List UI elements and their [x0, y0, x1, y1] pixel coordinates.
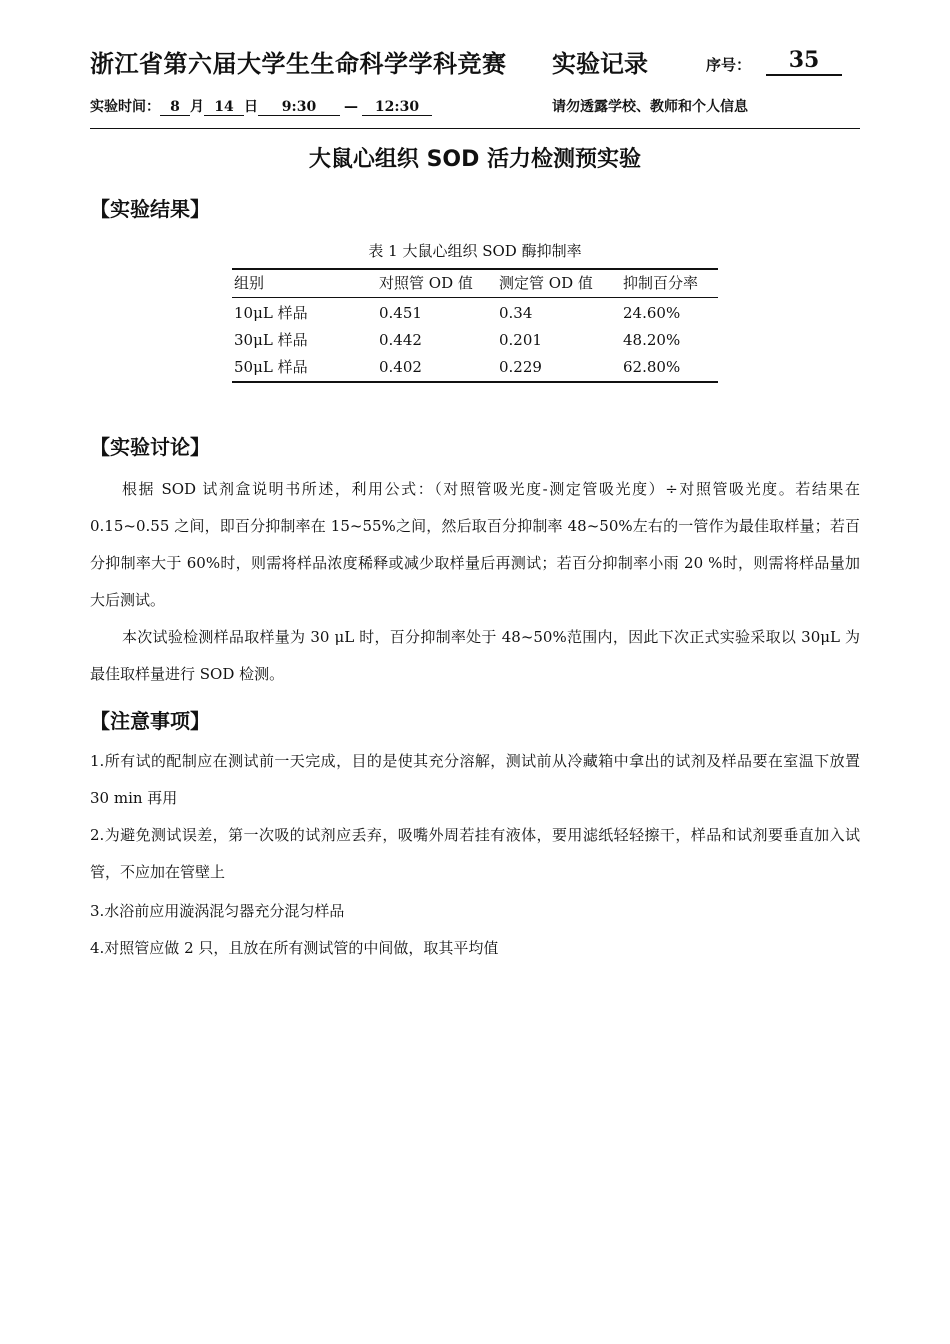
table-cell: 30μL 样品	[234, 331, 308, 349]
sequence-label: 序号：	[706, 56, 752, 74]
table-cell: 0.229	[499, 358, 542, 376]
sequence-number: 35	[766, 46, 842, 76]
table-caption: 表 1 大鼠心组织 SOD 酶抑制率	[368, 242, 582, 260]
col-header-test-od: 测定管 OD 值	[499, 274, 593, 292]
table-cell: 24.60%	[623, 304, 681, 322]
time-label: 实验时间：	[90, 99, 160, 115]
note-item-3: 3.水浴前应用漩涡混匀器充分混匀样品	[90, 902, 345, 920]
table-cell: 0.442	[379, 331, 422, 349]
discussion-paragraph-2: 本次试验检测样品取样量为 30 μL 时，百分抑制率处于 48~50%范围内，因此下次正式实验采取以 30μL 为最佳取样量进行 SOD 检测。	[90, 628, 860, 683]
table-row	[232, 298, 718, 328]
time-month: 8	[160, 99, 190, 116]
time-end: 12:30	[362, 99, 432, 116]
table-header-row	[232, 269, 718, 298]
table-cell: 10μL 样品	[234, 304, 308, 322]
table-row	[232, 354, 718, 382]
col-header-inhibition: 抑制百分率	[623, 274, 699, 292]
day-unit: 日	[244, 99, 258, 115]
discussion-paragraph-1: 根据 SOD 试剂盒说明书所述，利用公式：（对照管吸光度-测定管吸光度）÷对照管吸光度。若结果在 0.15~0.55 之间，即百分抑制率在 15~55%之间，然后取百分抑制率 48~50%左右的一管作为最佳取样量；若百分抑制率大于 60%时，则需将样品浓度稀释或减少取样量后再测试；若百分抑制率小雨 20 %时，则需将样品量加大后测试。	[90, 480, 860, 609]
results-table	[232, 268, 718, 383]
table-cell: 48.20%	[623, 331, 681, 349]
header-row	[90, 44, 870, 84]
privacy-note: 请勿透露学校、教师和个人信息	[552, 99, 748, 115]
document-title: 大鼠心组织 SOD 活力检测预实验	[308, 147, 642, 172]
section-notes-heading: 【注意事项】	[90, 709, 210, 733]
record-label: 实验记录	[552, 50, 648, 78]
section-discussion-heading: 【实验讨论】	[90, 435, 210, 459]
note-item-2: 2.为避免测试误差，第一次吸的试剂应丢弃，吸嘴外周若挂有液体，要用滤纸轻轻擦干，样品和试剂要垂直加入试管，不应加在管壁上	[90, 826, 860, 881]
header-divider	[90, 128, 860, 129]
section-results-heading: 【实验结果】	[90, 197, 210, 221]
col-header-control-od: 对照管 OD 值	[379, 274, 473, 292]
note-item-1: 1.所有试的配制应在测试前一天完成，目的是使其充分溶解，测试前从冷藏箱中拿出的试剂及样品要在室温下放置 30 min 再用	[90, 752, 860, 807]
table-cell: 62.80%	[623, 358, 681, 376]
table-cell: 0.34	[499, 304, 533, 322]
table-row	[232, 327, 718, 354]
table-cell: 0.201	[499, 331, 542, 349]
experiment-time-row	[90, 96, 870, 118]
table-cell: 50μL 样品	[234, 358, 308, 376]
table-cell: 0.402	[379, 358, 422, 376]
time-start: 9:30	[258, 99, 340, 116]
time-dash: —	[344, 99, 358, 115]
table-cell: 0.451	[379, 304, 422, 322]
time-day: 14	[204, 99, 244, 116]
competition-title: 浙江省第六届大学生生命科学学科竞赛	[90, 50, 507, 78]
col-header-group: 组别	[234, 274, 265, 292]
month-unit: 月	[190, 99, 204, 115]
note-item-4: 4.对照管应做 2 只，且放在所有测试管的中间做，取其平均值	[90, 939, 499, 957]
